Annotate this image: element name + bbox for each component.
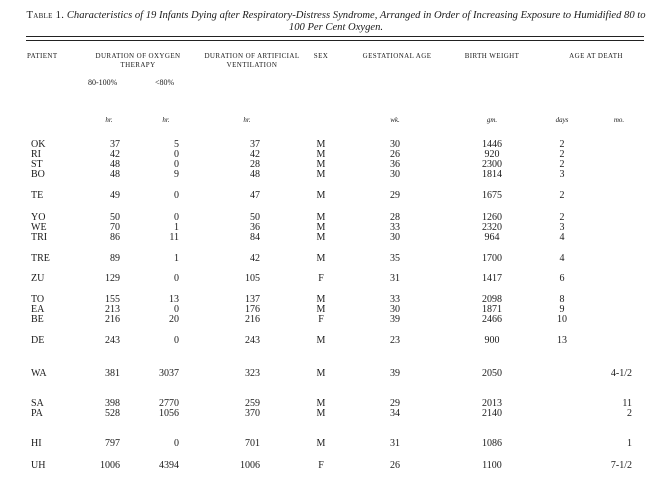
cell-birth-weight: 2013 [482, 398, 502, 409]
cell-birth-weight: 900 [484, 335, 500, 346]
cell-oxygen-high: 528 [105, 408, 120, 419]
cell-ventilation: 42 [250, 149, 260, 160]
cell-oxygen-low: 1 [174, 253, 179, 264]
cell-patient: OK [31, 139, 46, 150]
cell-oxygen-high: 243 [105, 335, 120, 346]
cell-age-days: 3 [559, 169, 565, 180]
cell-patient: HI [31, 438, 42, 449]
cell-oxygen-high: 797 [105, 438, 120, 449]
cell-gestational-age: 26 [390, 149, 400, 160]
cell-sex: M [316, 159, 326, 170]
cell-ventilation: 1006 [240, 460, 260, 471]
table-row [0, 461, 660, 471]
table-row [0, 315, 660, 325]
cell-oxygen-low: 11 [169, 232, 179, 243]
cell-oxygen-high: 50 [110, 212, 120, 223]
cell-ventilation: 243 [245, 335, 260, 346]
cell-oxygen-low: 0 [174, 273, 179, 284]
cell-birth-weight: 1100 [482, 460, 502, 471]
cell-birth-weight: 1417 [482, 273, 502, 284]
cell-birth-weight: 1814 [482, 169, 502, 180]
cell-patient: YO [31, 212, 46, 223]
cell-oxygen-low: 20 [169, 314, 179, 325]
cell-oxygen-high: 129 [105, 273, 120, 284]
header-gestational-age: GESTATIONAL AGE [362, 52, 432, 60]
cell-ventilation: 84 [250, 232, 260, 243]
cell-patient: TE [31, 190, 44, 201]
cell-patient: SA [31, 398, 44, 409]
cell-ventilation: 48 [250, 169, 260, 180]
cell-birth-weight: 2098 [482, 294, 502, 305]
cell-sex: M [316, 149, 326, 160]
cell-age-months: 1 [627, 438, 632, 449]
cell-oxygen-high: 213 [105, 304, 120, 315]
header-patient: PATIENT [27, 52, 58, 60]
cell-patient: ZU [31, 273, 45, 284]
cell-age-days: 3 [559, 222, 565, 233]
cell-ventilation: 50 [250, 212, 260, 223]
table-row [0, 409, 660, 419]
table-row [0, 233, 660, 243]
cell-oxygen-high: 48 [110, 169, 120, 180]
cell-birth-weight: 1260 [482, 212, 502, 223]
cell-sex: F [318, 273, 324, 284]
cell-ventilation: 259 [245, 398, 260, 409]
cell-sex: F [318, 314, 324, 325]
cell-ventilation: 176 [245, 304, 260, 315]
cell-oxygen-high: 155 [105, 294, 120, 305]
cell-birth-weight: 2320 [482, 222, 502, 233]
cell-patient: BE [31, 314, 44, 325]
cell-gestational-age: 29 [390, 398, 400, 409]
cell-oxygen-low: 1056 [159, 408, 179, 419]
cell-oxygen-low: 0 [174, 159, 179, 170]
cell-age-days: 2 [559, 149, 565, 160]
unit-ventilation: hr. [243, 116, 251, 124]
cell-sex: M [316, 294, 326, 305]
unit-days: days [555, 116, 569, 124]
cell-ventilation: 42 [250, 253, 260, 264]
table-caption [26, 10, 646, 34]
header-age-at-death: AGE AT DEATH [569, 52, 623, 60]
cell-age-months: 2 [627, 408, 632, 419]
cell-sex: F [318, 460, 324, 471]
cell-gestational-age: 31 [390, 273, 400, 284]
cell-oxygen-high: 48 [110, 159, 120, 170]
cell-sex: M [316, 190, 326, 201]
cell-sex: M [316, 368, 326, 379]
cell-sex: M [316, 232, 326, 243]
cell-age-days: 2 [559, 139, 565, 150]
cell-gestational-age: 26 [390, 460, 400, 471]
cell-ventilation: 701 [245, 438, 260, 449]
top-rule [26, 36, 644, 37]
cell-oxygen-high: 42 [110, 149, 120, 160]
cell-oxygen-low: 3037 [159, 368, 179, 379]
cell-oxygen-high: 86 [110, 232, 120, 243]
cell-gestational-age: 33 [390, 222, 400, 233]
cell-gestational-age: 28 [390, 212, 400, 223]
cell-patient: UH [31, 460, 46, 471]
cell-gestational-age: 23 [390, 335, 400, 346]
cell-ventilation: 105 [245, 273, 260, 284]
header-oxygen-low: <80% [155, 78, 175, 87]
cell-sex: M [316, 408, 326, 419]
cell-oxygen-high: 1006 [100, 460, 120, 471]
cell-birth-weight: 1871 [482, 304, 502, 315]
table-row [0, 170, 660, 180]
cell-oxygen-high: 216 [105, 314, 120, 325]
unit-oxygen-high: hr. [105, 116, 113, 124]
cell-patient: ST [31, 159, 43, 170]
cell-patient: BO [31, 169, 45, 180]
cell-age-days: 2 [559, 212, 565, 223]
cell-sex: M [316, 222, 326, 233]
cell-patient: PA [31, 408, 43, 419]
cell-patient: EA [31, 304, 45, 315]
cell-gestational-age: 34 [390, 408, 400, 419]
table-row [0, 399, 660, 409]
cell-sex: M [316, 212, 326, 223]
table-row [0, 336, 660, 346]
cell-oxygen-low: 0 [174, 190, 179, 201]
cell-ventilation: 28 [250, 159, 260, 170]
unit-oxygen-low: hr. [162, 116, 170, 124]
cell-ventilation: 137 [245, 294, 260, 305]
cell-age-days: 4 [559, 232, 565, 243]
cell-oxygen-low: 0 [174, 438, 179, 449]
cell-oxygen-high: 49 [110, 190, 120, 201]
cell-age-months: 4-1/2 [610, 368, 632, 379]
cell-age-days: 2 [559, 190, 565, 201]
cell-oxygen-low: 2770 [159, 398, 179, 409]
cell-birth-weight: 2300 [482, 159, 502, 170]
cell-age-days: 4 [559, 253, 565, 264]
cell-age-days: 8 [559, 294, 565, 305]
cell-oxygen-low: 5 [174, 139, 179, 150]
table-row [0, 439, 660, 449]
table-row [0, 254, 660, 264]
cell-gestational-age: 30 [390, 232, 400, 243]
cell-patient: TO [31, 294, 45, 305]
cell-oxygen-low: 0 [174, 212, 179, 223]
unit-months: mo. [613, 116, 625, 124]
cell-oxygen-low: 0 [174, 335, 179, 346]
cell-ventilation: 47 [250, 190, 260, 201]
header-ventilation: DURATION OF ARTIFICIAL VENTILATION [204, 52, 300, 69]
cell-gestational-age: 39 [390, 368, 400, 379]
cell-ventilation: 37 [250, 139, 260, 150]
header-sex: SEX [313, 52, 329, 60]
cell-ventilation: 216 [245, 314, 260, 325]
cell-patient: WE [31, 222, 47, 233]
cell-birth-weight: 1675 [482, 190, 502, 201]
cell-oxygen-high: 398 [105, 398, 120, 409]
header-birth-weight: BIRTH WEIGHT [464, 52, 520, 60]
cell-gestational-age: 31 [390, 438, 400, 449]
table-row [0, 191, 660, 201]
cell-age-days: 9 [559, 304, 565, 315]
cell-birth-weight: 1086 [482, 438, 502, 449]
cell-oxygen-high: 37 [110, 139, 120, 150]
cell-oxygen-low: 9 [174, 169, 179, 180]
cell-sex: M [316, 438, 326, 449]
cell-patient: RI [31, 149, 41, 160]
cell-birth-weight: 2050 [482, 368, 502, 379]
cell-sex: M [316, 253, 326, 264]
cell-gestational-age: 29 [390, 190, 400, 201]
cell-oxygen-low: 4394 [159, 460, 179, 471]
table-row [0, 369, 660, 379]
cell-birth-weight: 964 [484, 232, 500, 243]
cell-oxygen-low: 1 [174, 222, 179, 233]
table-row [0, 274, 660, 284]
cell-ventilation: 36 [250, 222, 260, 233]
cell-gestational-age: 35 [390, 253, 400, 264]
cell-birth-weight: 2466 [482, 314, 502, 325]
cell-oxygen-high: 70 [110, 222, 120, 233]
cell-birth-weight: 1446 [482, 139, 502, 150]
cell-patient: WA [31, 368, 47, 379]
cell-gestational-age: 30 [390, 139, 400, 150]
cell-sex: M [316, 139, 326, 150]
cell-sex: M [316, 304, 326, 315]
table-label: Table 1. [26, 10, 65, 21]
cell-sex: M [316, 398, 326, 409]
table-description: Characteristics of 19 Infants Dying after Respiratory-Distress Syndrome, Arranged in Order of Increasing Exposure to Humidified 80 to 100 Per Cent Oxygen. [66, 10, 646, 33]
cell-sex: M [316, 335, 326, 346]
cell-ventilation: 370 [245, 408, 260, 419]
cell-birth-weight: 920 [484, 149, 500, 160]
cell-oxygen-low: 0 [174, 149, 179, 160]
cell-gestational-age: 36 [390, 159, 400, 170]
cell-birth-weight: 2140 [482, 408, 502, 419]
cell-age-days: 6 [559, 273, 565, 284]
cell-oxygen-low: 0 [174, 304, 179, 315]
header-oxygen: DURATION OF OXYGEN THERAPY [95, 52, 181, 69]
header-oxygen-high: 80-100% [88, 78, 118, 87]
cell-gestational-age: 30 [390, 304, 400, 315]
cell-gestational-age: 30 [390, 169, 400, 180]
cell-sex: M [316, 169, 326, 180]
top-rule-second [26, 40, 644, 41]
cell-oxygen-high: 381 [105, 368, 120, 379]
cell-age-days: 2 [559, 159, 565, 170]
cell-birth-weight: 1700 [482, 253, 502, 264]
cell-patient: TRI [31, 232, 48, 243]
cell-oxygen-low: 13 [169, 294, 179, 305]
cell-oxygen-high: 89 [110, 253, 120, 264]
unit-gestational-age: wk. [390, 116, 400, 124]
cell-age-days: 13 [557, 335, 567, 346]
unit-birth-weight: gm. [486, 116, 498, 124]
cell-patient: DE [31, 335, 45, 346]
cell-ventilation: 323 [245, 368, 260, 379]
cell-age-days: 10 [557, 314, 567, 325]
cell-gestational-age: 33 [390, 294, 400, 305]
cell-age-months: 7-1/2 [610, 460, 632, 471]
cell-age-months: 11 [622, 398, 632, 409]
cell-patient: TRE [31, 253, 50, 264]
cell-gestational-age: 39 [390, 314, 400, 325]
